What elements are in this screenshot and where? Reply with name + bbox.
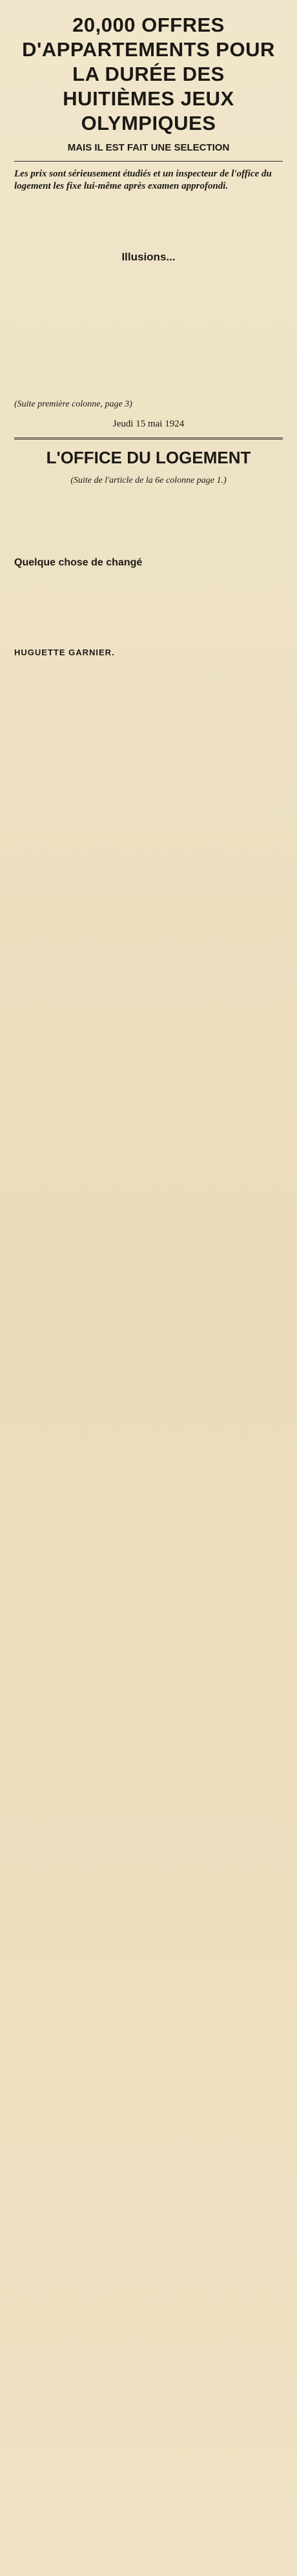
office-paragraph <box>14 494 283 504</box>
byline: HUGUETTE GARNIER. <box>14 648 115 657</box>
continued-from: (Suite de l'article de la 6e colonne page 1.) <box>70 476 227 485</box>
section-paragraph <box>14 270 283 280</box>
headline: 20,000 OFFRES D'APPARTEMENTS POUR LA DURÉE DES HUITIÈMES JEUX OLYMPIQUES <box>22 14 275 134</box>
section-paragraph <box>14 299 283 309</box>
intro-paragraph <box>14 216 283 226</box>
section-paragraph <box>14 370 283 380</box>
intro-paragraph <box>14 202 283 212</box>
section-paragraph <box>14 327 283 337</box>
continuation-note: (Suite première colonne, page 3) <box>14 399 132 409</box>
section-paragraph <box>14 313 283 323</box>
rule <box>14 161 283 162</box>
section-paragraph <box>14 341 283 352</box>
subsection-paragraph <box>14 631 283 641</box>
subsection-paragraph <box>14 574 283 584</box>
subsection-paragraph <box>14 617 283 627</box>
office-paragraph <box>14 508 283 518</box>
office-paragraph <box>14 522 283 533</box>
deck: Les prix sont sérieusement étudiés et un inspecteur de l'office du logement les fixe lui-même après examen approfondi. <box>14 169 272 191</box>
dateline: Jeudi 15 mai 1924 <box>112 419 185 429</box>
kicker: MAIS IL EST FAIT UNE SELECTION <box>67 142 230 153</box>
subsection-paragraph <box>14 588 283 598</box>
office-paragraph <box>14 536 283 547</box>
section-paragraph <box>14 284 283 295</box>
section-paragraph <box>14 384 283 394</box>
section-head: L'OFFICE DU LOGEMENT <box>46 448 251 467</box>
section-title: Illusions... <box>121 251 176 263</box>
section-paragraph <box>14 355 283 366</box>
intro-paragraph <box>14 230 283 240</box>
rule <box>14 438 283 439</box>
subsection-title: Quelque chose de changé <box>14 557 143 568</box>
subsection-paragraph <box>14 602 283 613</box>
